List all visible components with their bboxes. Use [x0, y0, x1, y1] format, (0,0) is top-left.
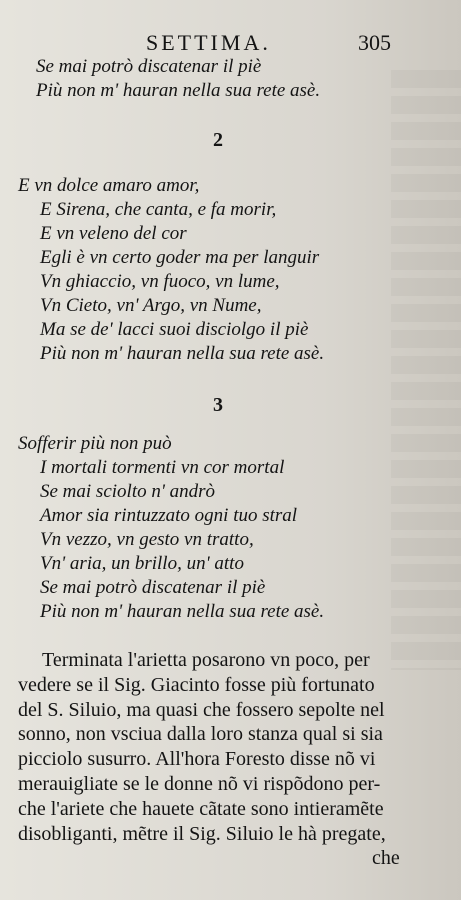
prose-line: disobliganti, mẽtre il Sig. Siluio le hà pregate, — [18, 822, 386, 845]
prose-line: sonno, non vsciua dalla loro stanza qual si sia — [18, 723, 383, 746]
prose-line: che l'ariete che hauete cãtate sono intieramẽte — [18, 797, 384, 820]
running-title: SETTIMA. — [146, 30, 271, 55]
verse-line: Se mai sciolto n' andrò — [40, 481, 216, 502]
page-number: 305 — [358, 30, 391, 55]
running-header — [146, 30, 446, 56]
show-through-text — [391, 70, 461, 670]
prose-line: merauigliate se le donne nõ vi rispõdono per- — [18, 773, 381, 795]
stanza-number: 2 — [213, 129, 223, 151]
prose-line: vedere se il Sig. Giacinto fosse più fortunato — [18, 673, 375, 696]
stanza-number: 3 — [213, 394, 223, 416]
verse-line: Vn' aria, un brillo, un' atto — [40, 553, 244, 574]
verse-line: Sofferir più non può — [18, 433, 172, 454]
verse-line: Amor sia rintuzzato ogni tuo stral — [40, 505, 298, 526]
verse-line: Egli è vn certo goder ma per languir — [40, 247, 320, 268]
prose-line: del S. Siluio, ma quasi che fossero sepolte nel — [18, 698, 385, 721]
verse-line: Vn vezzo, vn gesto vn tratto, — [40, 529, 254, 550]
catchword: che — [372, 847, 400, 870]
verse-line: Se mai potrò discatenar il piè — [36, 56, 262, 77]
verse-line: Vn ghiaccio, vn fuoco, vn lume, — [40, 271, 280, 292]
verse-line: E Sirena, che canta, e fa morir, — [40, 199, 277, 220]
verse-line: Più non m' hauran nella sua rete asè. — [40, 601, 325, 622]
verse-line: I mortali tormenti vn cor mortal — [40, 457, 285, 478]
verse-line: Ma se de' lacci suoi disciolgo il piè — [40, 319, 309, 340]
prose-line: Terminata l'arietta posarono vn poco, per — [42, 649, 370, 671]
prose-line: picciolo susurro. All'hora Foresto disse nõ vi — [18, 748, 376, 771]
verse-line: Più non m' hauran nella sua rete asè. — [36, 80, 321, 101]
verse-line: Se mai potrò discatenar il piè — [40, 577, 266, 598]
verse-line: Più non m' hauran nella sua rete asè. — [40, 343, 325, 364]
verse-line: Vn Cieto, vn' Argo, vn Nume, — [40, 295, 262, 316]
verse-line: E vn veleno del cor — [40, 223, 187, 244]
verse-line: E vn dolce amaro amor, — [18, 175, 200, 196]
